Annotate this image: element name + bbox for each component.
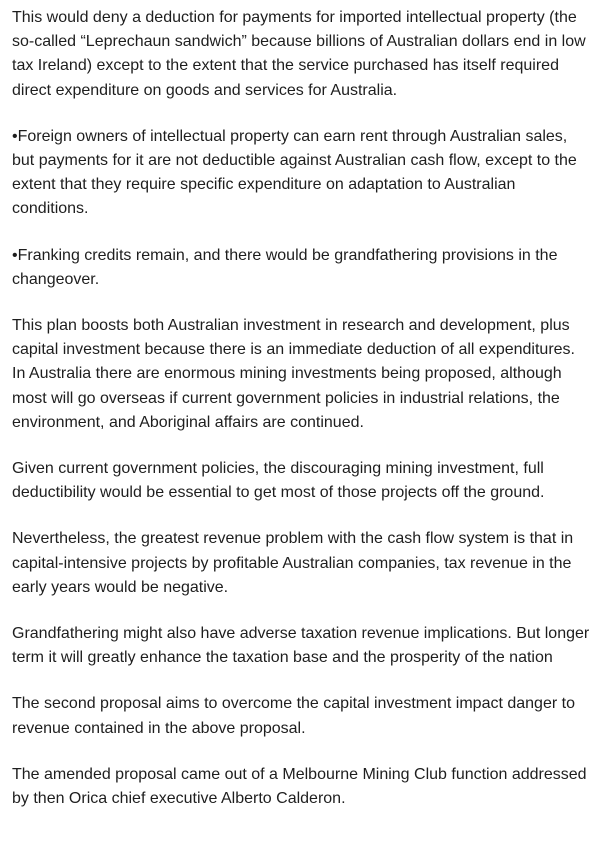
paragraph: The amended proposal came out of a Melbourne Mining Club function addressed by then Orica chief executive Alberto Calderon. bbox=[12, 765, 587, 808]
paragraph: •Franking credits remain, and there would be grandfathering provisions in the changeover. bbox=[12, 246, 558, 288]
paragraph: Nevertheless, the greatest revenue problem with the cash flow system is that in capital-intensive projects by profitable Australian companies, tax revenue in the early years would be negative. bbox=[12, 530, 574, 596]
paragraph: Grandfathering might also have adverse taxation revenue implications. But longer term it will greatly enhance the taxation base and the prosperity of the nation bbox=[12, 625, 590, 667]
paragraph: Given current government policies, the discouraging mining investment, full deductibility would be essential to get most of those projects off the ground. bbox=[12, 460, 545, 502]
paragraph: The second proposal aims to overcome the capital investment impact danger to revenue contained in the above proposal. bbox=[12, 695, 575, 737]
paragraph: •Foreign owners of intellectual property can earn rent through Australian sales, but payments for it are not deductible against Australian cash flow, except to the extent that they require specific expenditure on adaptation to Australian conditions. bbox=[12, 127, 577, 218]
paragraph: This would deny a deduction for payments for imported intellectual property (the so-called “Leprechaun sandwich” because billions of Australian dollars end in low tax Ireland) except to the extent that the service purchased has itself required direct expenditure on goods and services for Australia. bbox=[12, 9, 586, 99]
paragraph: This plan boosts both Australian investment in research and development, plus capital investment because there is an immediate deduction of all expenditures. In Australia there are enormous mining investments being proposed, although most will go overseas if current government policies in industrial relations, the environment, and Aboriginal affairs are continued. bbox=[12, 317, 575, 431]
